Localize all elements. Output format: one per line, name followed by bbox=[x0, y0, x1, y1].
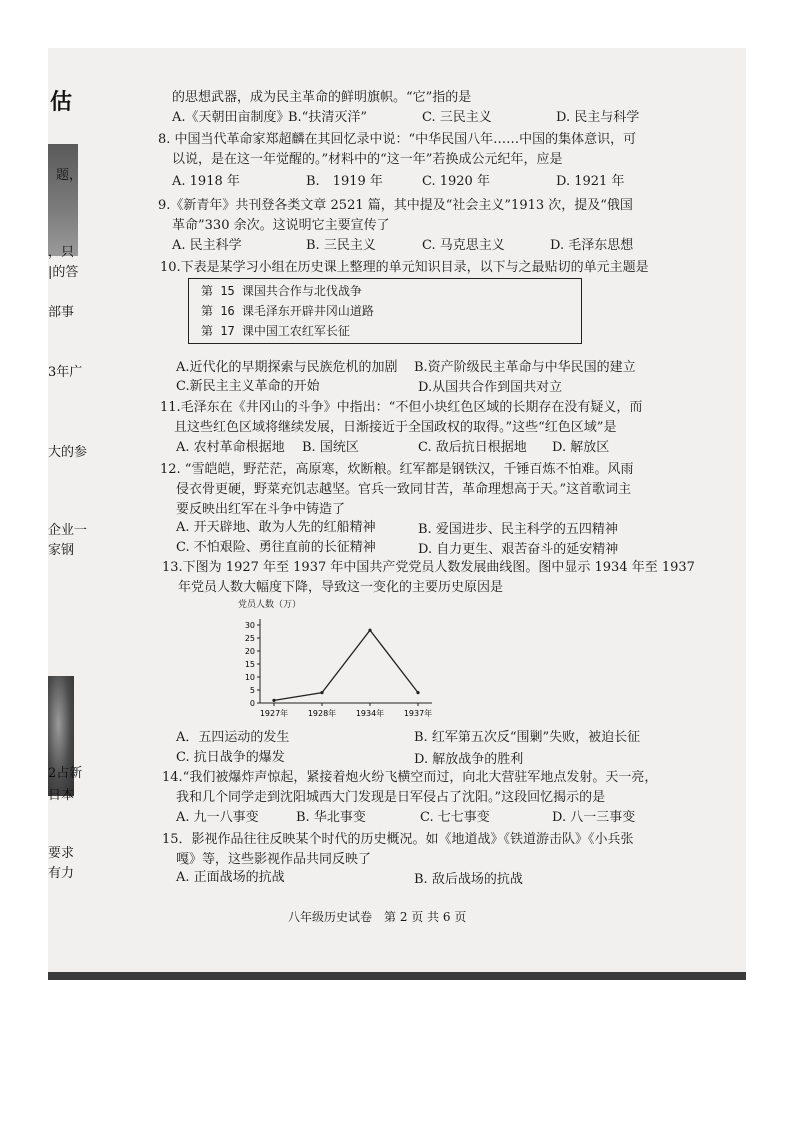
y-tick-label: 30 bbox=[244, 621, 255, 630]
unit-catalog-box bbox=[188, 278, 582, 344]
left-strip-fragment: 日本 bbox=[48, 788, 75, 803]
q7-option-a: A.《天朝田亩制度》 bbox=[172, 110, 290, 125]
q10-stem: 10.下表是某学习小组在历史课上整理的单元知识目录，以下与之最贴切的单元主题是 bbox=[160, 260, 649, 275]
left-strip-fragment: 有力 bbox=[48, 866, 75, 881]
q7-option-b: B.“扶清灭洋” bbox=[288, 110, 367, 125]
q12-option-d: D. 自力更生、艰苦奋斗的延安精神 bbox=[418, 542, 619, 557]
q15-option-b: B. 敌后战场的抗战 bbox=[414, 872, 523, 887]
left-strip-fragment: 部事 bbox=[48, 305, 75, 320]
x-tick-label: 1934年 bbox=[355, 709, 385, 718]
left-strip-fragment: 3年广 bbox=[48, 365, 83, 380]
q11-stem-line2: 且这些红色区域将继续发展，日渐接近于全国政权的取得。”这些“红色区域”是 bbox=[174, 420, 617, 435]
q13-stem-line2: 年党员人数大幅度下降，导致这一变化的主要历史原因是 bbox=[178, 580, 504, 595]
q13-stem-line1: 13.下图为 1927 年至 1937 年中国共产党党员人数发展曲线图。图中显示 1934 年至 1937 bbox=[162, 560, 695, 575]
left-strip-fragment: 要求 bbox=[48, 846, 75, 861]
q14-stem-line2: 我和几个同学走到沈阳城西大门发现是日军侵占了沈阳。”这段回忆揭示的是 bbox=[176, 790, 606, 805]
q12-stem-line1: 12. “雪皑皑，野茫茫，高原寒，炊断粮。红军都是钢铁汉，千锤百炼不怕难。风雨 bbox=[160, 462, 634, 477]
q9-option-c: C. 马克思主义 bbox=[422, 238, 505, 253]
q9-option-b: B. 三民主义 bbox=[306, 238, 376, 253]
q9-stem-line1: 9.《新青年》共刊登各类文章 2521 篇，其中提及“社会主义”1913 次，提及“俄国 bbox=[158, 198, 633, 213]
left-strip-fragment: ，只 bbox=[48, 245, 75, 260]
y-tick-label: 15 bbox=[244, 660, 255, 669]
q14-stem-line1: 14.“我们被爆炸声惊起，紧接着炮火纷飞横空而过，向北大营驻军地点发射。天一亮， bbox=[162, 770, 658, 785]
q11-option-b: B. 国统区 bbox=[302, 440, 359, 455]
x-tick-label: 1928年 bbox=[307, 709, 337, 718]
q14-option-a: A. 九一八事变 bbox=[176, 810, 259, 825]
left-strip-fragment: 企业一 bbox=[48, 523, 88, 538]
q15-stem-line1: 15．影视作品往往反映某个时代的历史概况。如《地道战》《铁道游击队》《小兵张 bbox=[162, 832, 634, 847]
exam-page bbox=[48, 48, 746, 978]
party-members-line-chart bbox=[226, 595, 436, 719]
q8-option-a: A. 1918 年 bbox=[172, 174, 240, 189]
series-line bbox=[274, 630, 418, 700]
unit-lesson-16: 第 16 课毛泽东开辟井冈山道路 bbox=[201, 304, 374, 318]
y-axis-label: 党员人数（万） bbox=[238, 600, 302, 610]
q13-option-a: A．五四运动的发生 bbox=[176, 730, 290, 745]
q13-option-b: B. 红军第五次反“围剿”失败，被迫长征 bbox=[414, 730, 641, 745]
q10-option-d: D.从国共合作到国共对立 bbox=[418, 380, 563, 395]
q13-option-c: C. 抗日战争的爆发 bbox=[176, 750, 285, 765]
q10-option-a: A.近代化的早期探索与民族危机的加剧 bbox=[176, 360, 398, 375]
left-strip-fragment: |的答 bbox=[48, 265, 79, 280]
q12-option-b: B. 爱国进步、民主科学的五四精神 bbox=[418, 522, 618, 537]
left-strip-fragment: 家钢 bbox=[48, 543, 75, 558]
q15-option-a: A. 正面战场的抗战 bbox=[176, 870, 285, 885]
y-tick-label: 10 bbox=[244, 673, 255, 682]
data-point bbox=[272, 699, 275, 702]
q7-option-c: C. 三民主义 bbox=[422, 110, 492, 125]
data-point bbox=[368, 629, 371, 632]
q7-stem: 的思想武器，成为民主革命的鲜明旗帜。“它”指的是 bbox=[172, 90, 472, 105]
q8-option-d: D. 1921 年 bbox=[556, 174, 625, 189]
q14-option-d: D. 八一三事变 bbox=[552, 810, 636, 825]
data-point bbox=[320, 691, 323, 694]
q9-stem-line2: 革命”330 余次。这说明它主要宣传了 bbox=[172, 218, 390, 233]
q9-option-a: A. 民主科学 bbox=[172, 238, 242, 253]
unit-lesson-15: 第 15 课国共合作与北伐战争 bbox=[201, 284, 362, 298]
q11-option-c: C. 敌后抗日根据地 bbox=[418, 440, 527, 455]
q11-stem-line1: 11.毛泽东在《井冈山的斗争》中指出：“不但小块红色区域的长期存在没有疑义，而 bbox=[160, 400, 643, 415]
q9-option-d: D. 毛泽东思想 bbox=[550, 238, 634, 253]
q7-option-d: D. 民主与科学 bbox=[556, 110, 640, 125]
q12-option-a: A. 开天辟地、敢为人先的红船精神 bbox=[176, 520, 376, 535]
unit-lesson-17: 第 17 课中国工农红军长征 bbox=[201, 324, 350, 338]
x-tick-label: 1927年 bbox=[259, 709, 289, 718]
q10-option-b: B.资产阶级民主革命与中华民国的建立 bbox=[414, 360, 636, 375]
page-footer: 八年级历史试卷 第 2 页 共 6 页 bbox=[288, 910, 467, 924]
scan-shadow bbox=[48, 144, 78, 256]
q11-option-d: D. 解放区 bbox=[552, 440, 610, 455]
q12-stem-line3: 要反映出红军在斗争中铸造了 bbox=[176, 502, 346, 517]
q13-option-d: D. 解放战争的胜利 bbox=[414, 752, 524, 767]
q14-option-c: C. 七七事变 bbox=[420, 810, 490, 825]
data-point bbox=[416, 691, 419, 694]
q12-stem-line2: 侵衣骨更硬，野菜充饥志越坚。官兵一致同甘苦，革命理想高于天。”这首歌词主 bbox=[176, 482, 632, 497]
x-tick-label: 1937年 bbox=[403, 709, 433, 718]
left-strip-fragment: 题， bbox=[56, 168, 83, 183]
q11-option-a: A. 农村革命根据地 bbox=[176, 440, 285, 455]
y-tick-label: 20 bbox=[244, 647, 255, 656]
left-strip-fragment: 2占新 bbox=[48, 766, 83, 781]
q15-stem-line2: 嘎》等，这些影视作品共同反映了 bbox=[176, 852, 372, 867]
y-tick-label: 0 bbox=[249, 699, 255, 708]
q8-option-c: C. 1920 年 bbox=[422, 174, 490, 189]
paper-edge bbox=[48, 972, 746, 980]
y-tick-label: 5 bbox=[249, 686, 255, 695]
y-tick-label: 25 bbox=[244, 634, 255, 643]
q8-stem-line2: 以说，是在这一年觉醒的。”材料中的“这一年”若换成公元纪年，应是 bbox=[172, 152, 563, 167]
q10-option-c: C.新民主主义革命的开始 bbox=[176, 379, 320, 394]
q8-option-b: B. 1919 年 bbox=[306, 174, 383, 189]
q8-stem-line1: 8. 中国当代革命家郑超麟在其回忆录中说：“中华民国八年……中国的集体意识，可 bbox=[158, 132, 637, 147]
left-strip-header: 估 bbox=[50, 89, 73, 115]
q12-option-c: C. 不怕艰险、勇往直前的长征精神 bbox=[176, 540, 376, 555]
left-strip-fragment: 大的参 bbox=[48, 445, 88, 460]
q14-option-b: B. 华北事变 bbox=[296, 810, 366, 825]
